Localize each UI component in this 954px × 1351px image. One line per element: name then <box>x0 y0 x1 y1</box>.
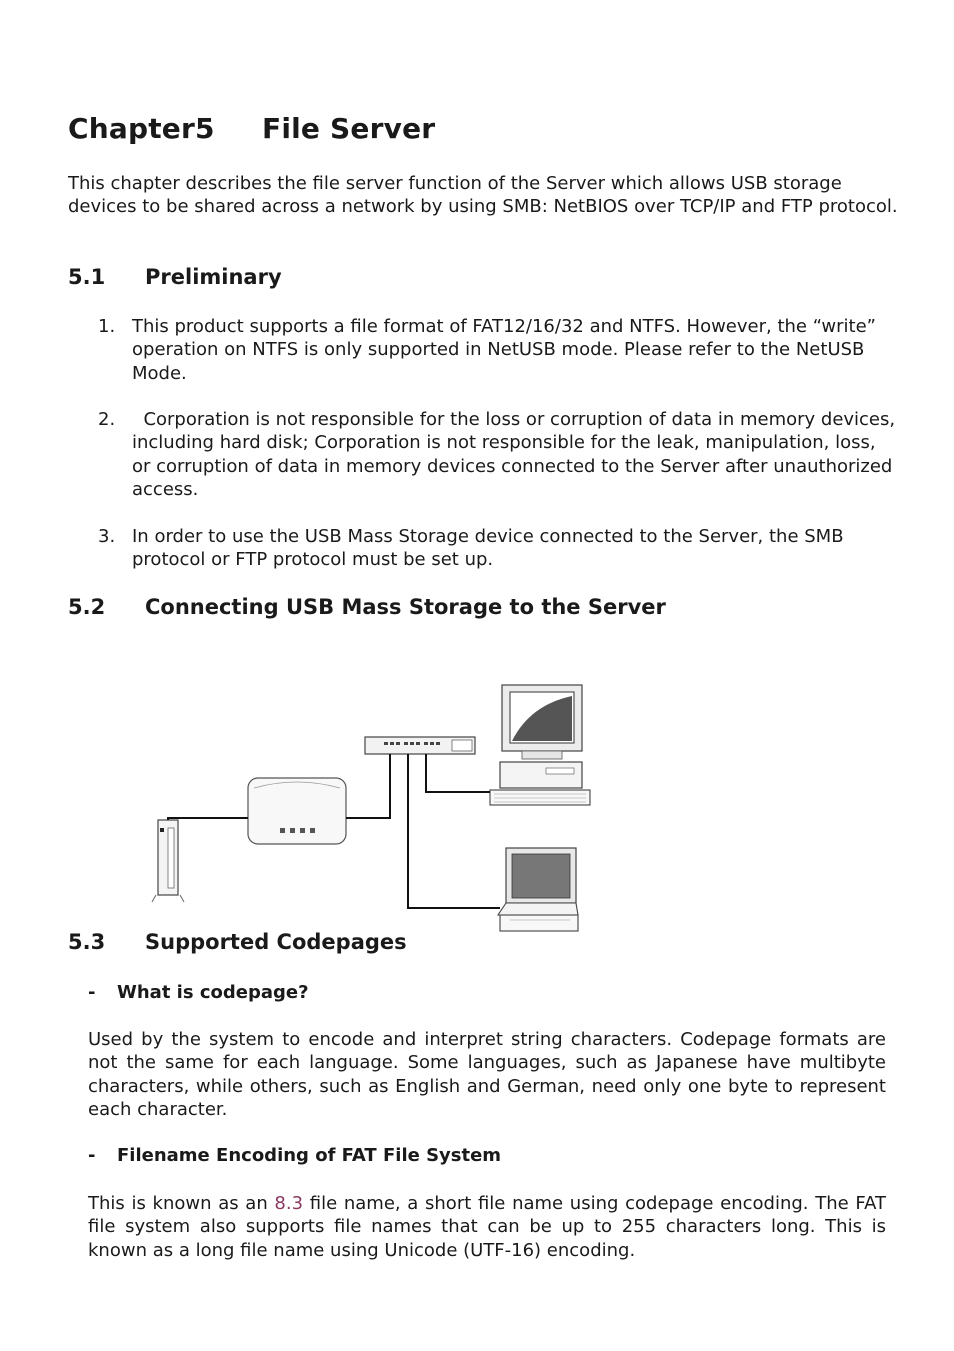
desktop-computer-icon <box>490 685 590 805</box>
list-item: 2. Corporation is not responsible for the loss or corruption of data in memory devices, including hard disk; Corporation is not responsible for the leak, manipulation, loss, or corruption of data in memory devices connected to the Server after unauthorized access. <box>98 409 896 500</box>
section-link-8-3[interactable]: 8.3 <box>274 1193 304 1214</box>
subheading-what-is-codepage: - What is codepage? <box>88 982 309 1003</box>
chapter-intro: This chapter describes the file server function of the Server which allows USB storage devices to be shared across a network by using SMB: NetBIOS over TCP/IP and FTP protocol. <box>68 173 898 218</box>
laptop-computer-icon <box>498 848 578 931</box>
list-item: 3. In order to use the USB Mass Storage device connected to the Server, the SMB protocol or FTP protocol must be set up. <box>98 526 844 571</box>
section-heading-codepages: 5.3 Supported Codepages <box>68 930 407 954</box>
codepage-description: Used by the system to encode and interpret string characters. Codepage formats are not the same for each language. Some languages, such as Japanese have multibyte characters, while others, such as English and German, need only one byte to represent each character. <box>88 1029 886 1120</box>
chapter-name: File Server <box>262 112 436 145</box>
subheading-filename-encoding: - Filename Encoding of FAT File System <box>88 1145 502 1166</box>
network-diagram <box>150 680 670 935</box>
chapter-title <box>68 112 435 145</box>
section-heading-preliminary: 5.1 Preliminary <box>68 265 282 289</box>
usb-storage-icon <box>152 820 184 902</box>
network-hub-icon <box>365 737 475 754</box>
chapter-number: Chapter5 <box>68 112 215 145</box>
section-heading-connecting: 5.2 Connecting USB Mass Storage to the Server <box>68 595 666 619</box>
server-icon <box>248 778 346 844</box>
list-item: 1. This product supports a file format of FAT12/16/32 and NTFS. However, the “write” operation on NTFS is only supported in NetUSB mode. Please refer to the NetUSB Mode. <box>98 316 876 384</box>
filename-encoding-description: This is known as an 8.3 file name, a short file name using codepage encoding. The FAT file system also supports file names that can be up to 255 characters long. This is known as a long file name using Unicode (UTF-16) encoding. <box>88 1193 886 1261</box>
